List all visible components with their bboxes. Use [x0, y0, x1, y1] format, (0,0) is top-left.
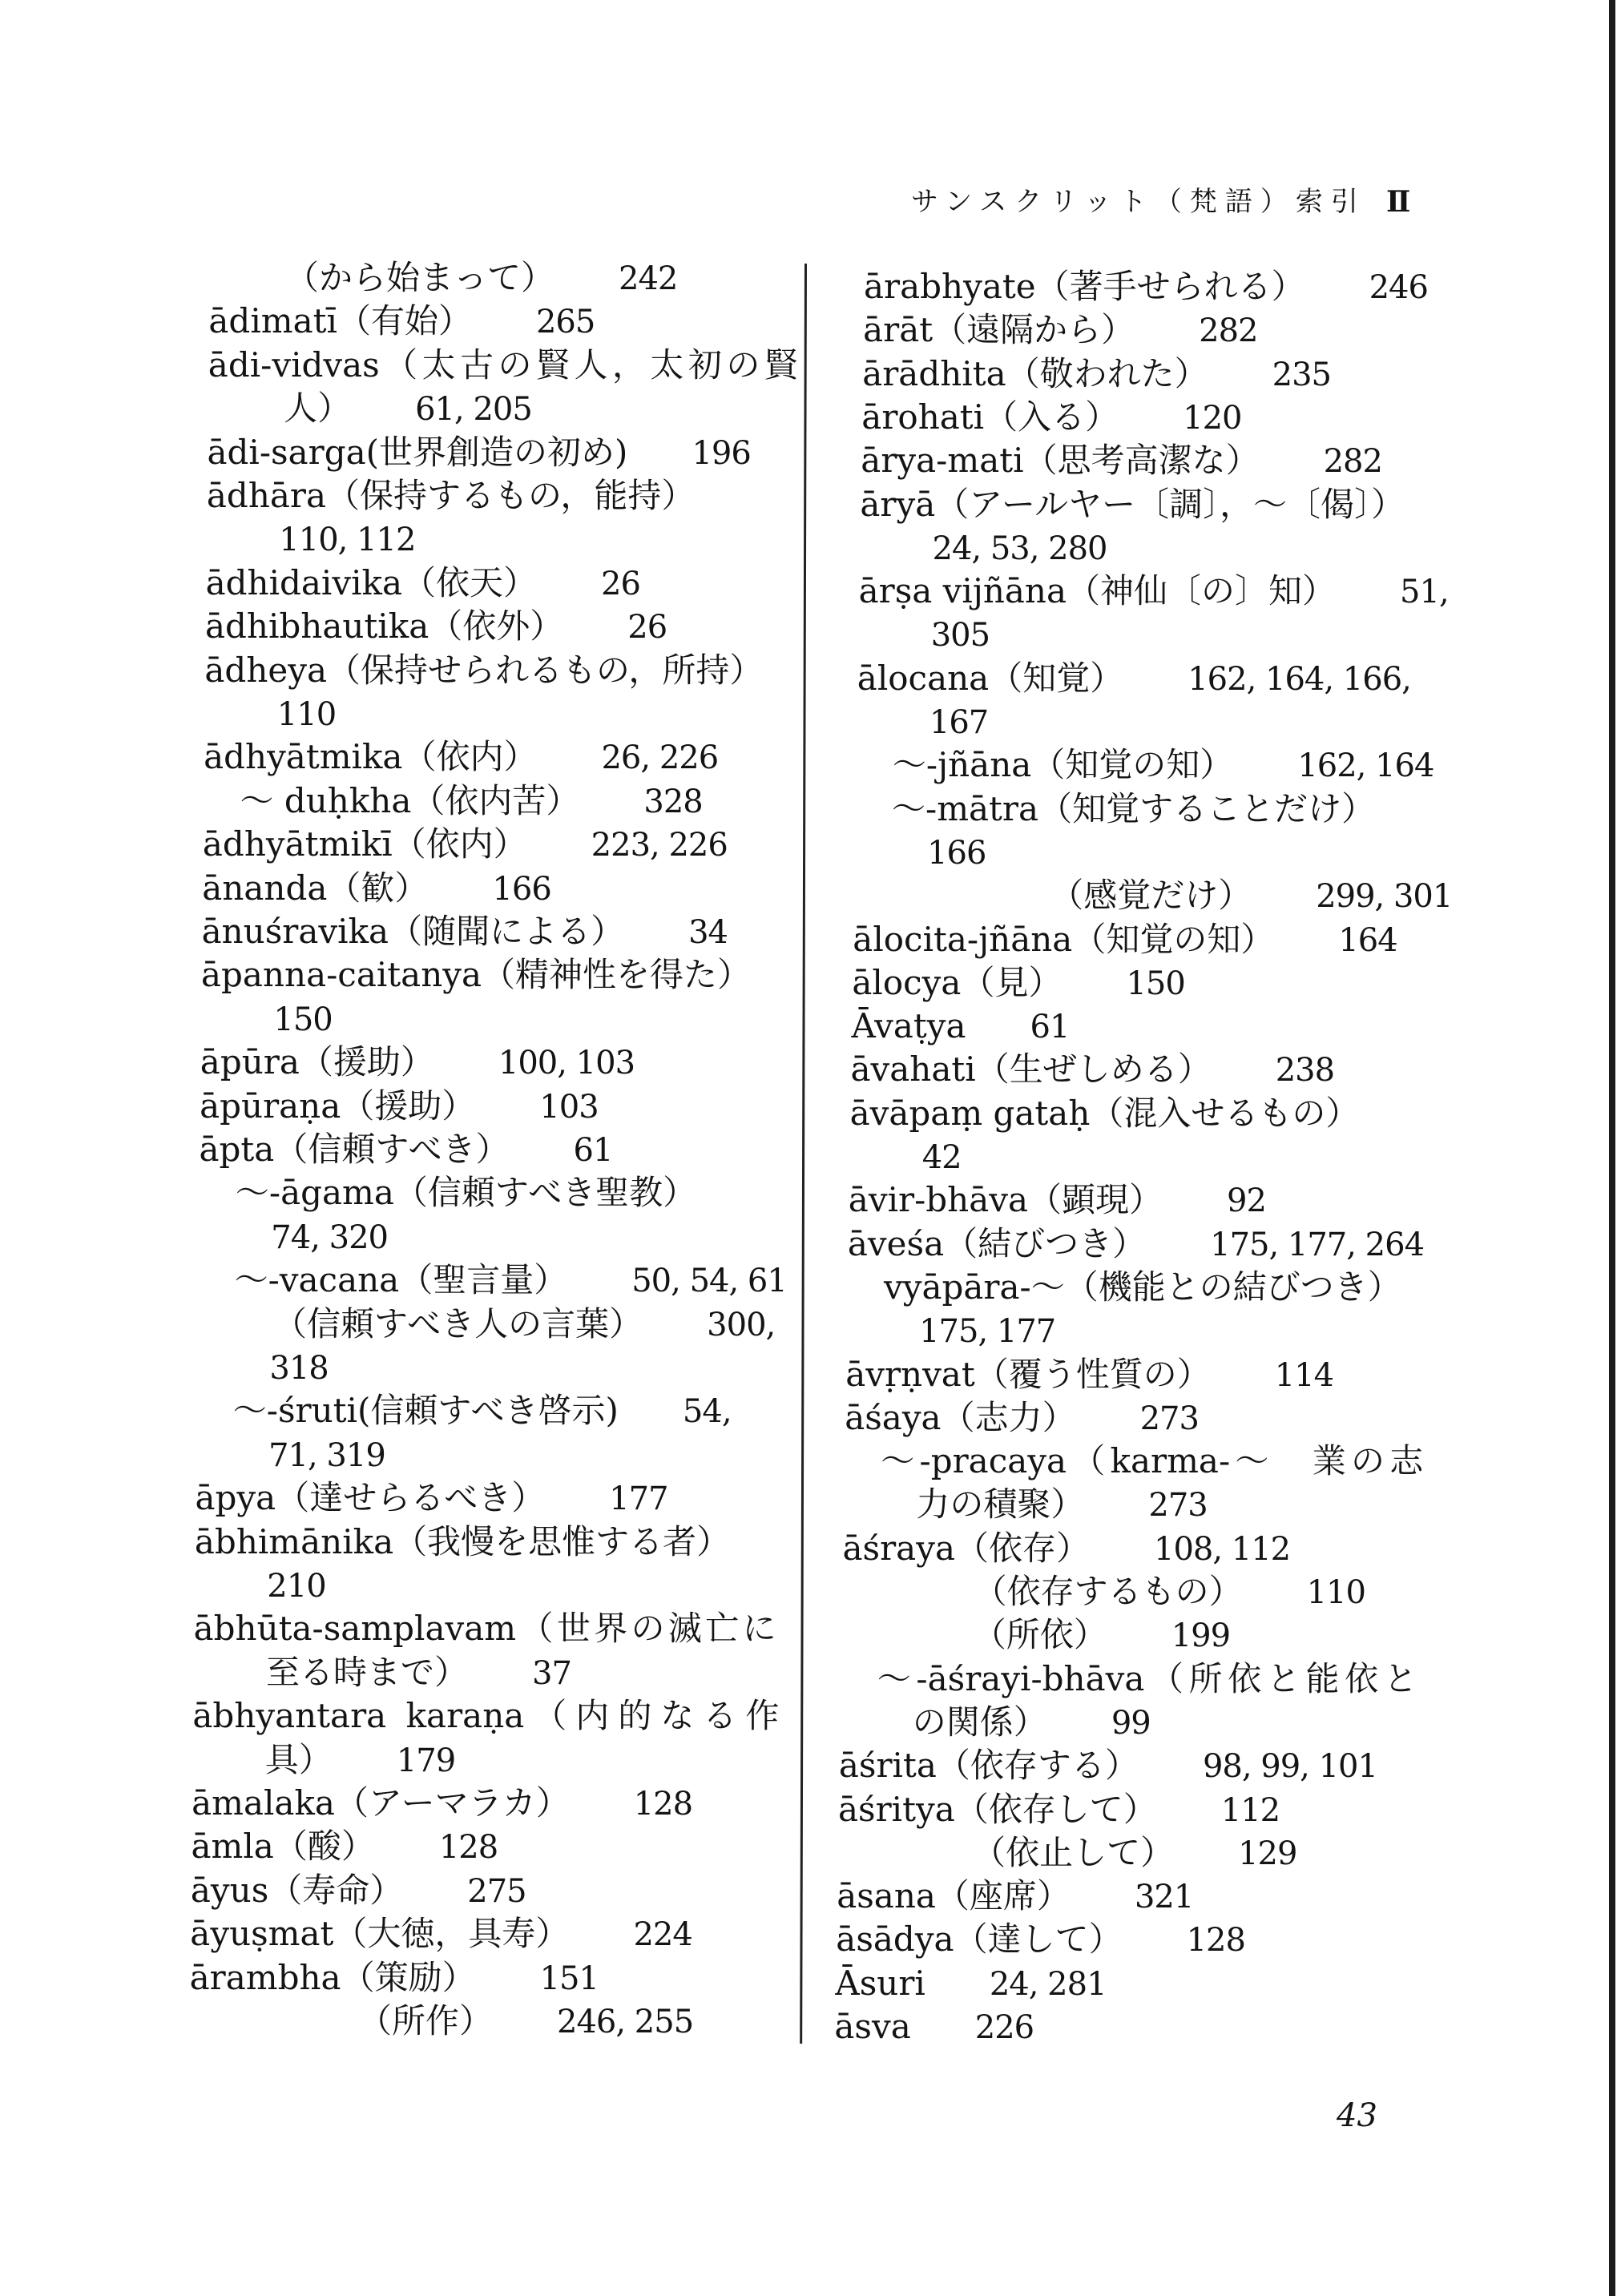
entry-gloss: 至る時まで） — [266, 1652, 469, 1692]
entry-pages: 166 — [492, 870, 551, 908]
entry-gloss: （内的なる作 — [524, 1696, 780, 1736]
entry-gloss: （歓） — [327, 868, 429, 908]
index-line — [863, 308, 1257, 352]
entry-gloss: （依止して） — [972, 1832, 1175, 1872]
index-line — [913, 1701, 1151, 1744]
entry-gloss: （寿命） — [268, 1870, 404, 1910]
entry-term: āvāpaṃ gataḥ — [849, 1093, 1091, 1133]
index-line — [837, 1875, 1193, 1918]
entry-gloss: （聖言量） — [399, 1260, 568, 1300]
entry-pages: 37 — [532, 1654, 571, 1692]
entry-term: ālocana — [857, 658, 990, 698]
index-line — [972, 1831, 1296, 1875]
entry-gloss: （アーマラカ） — [334, 1783, 570, 1823]
entry-pages: 175, 177, 264 — [1210, 1226, 1425, 1263]
entry-term: ārṣa vijñāna — [858, 571, 1067, 611]
entry-term: ādhyātmika — [204, 737, 403, 777]
entry-pages: 177 — [609, 1480, 668, 1518]
entry-gloss: （大徳，具寿） — [333, 1914, 570, 1954]
entry-pages: 42 — [921, 1139, 962, 1176]
entry-term: āśraya — [842, 1528, 955, 1568]
entry-term: ādi-vidvas — [208, 344, 380, 385]
entry-gloss: （知覚の知） — [1031, 745, 1234, 785]
entry-term: ～-āśrayi-bhāva — [877, 1658, 1145, 1698]
entry-gloss: （機能との結びつき） — [1064, 1267, 1401, 1307]
entry-gloss: （依内） — [392, 824, 527, 864]
entry-gloss: （から始まって） — [285, 258, 555, 297]
entry-term: āpya — [195, 1478, 276, 1518]
entry-term: ādheya — [204, 650, 327, 690]
entry-gloss: （依存） — [954, 1528, 1090, 1568]
entry-term: āpūra — [200, 1042, 300, 1082]
entry-term: ādimatī — [208, 301, 337, 341]
index-line — [916, 1483, 1207, 1526]
entry-gloss: （感覚だけ） — [1050, 876, 1252, 916]
entry-term: āmalaka — [192, 1783, 335, 1823]
entry-gloss: の関係） — [912, 1702, 1047, 1742]
entry-gloss: （アールヤー〔調〕，～〔偈〕） — [935, 484, 1405, 524]
index-line — [843, 1527, 1291, 1570]
entry-gloss: （依外） — [429, 606, 564, 647]
entry-gloss: (世界創造の初め) — [365, 432, 628, 472]
entry-term: āvahati — [850, 1049, 976, 1090]
entry-pages: 175, 177 — [919, 1313, 1056, 1351]
entry-gloss: （所作） — [358, 2001, 494, 2040]
entry-term: ādhidaivika — [205, 562, 403, 602]
entry-pages: 99 — [1111, 1704, 1151, 1742]
entry-term: Āsuri — [835, 1963, 925, 2003]
entry-gloss: （依存する） — [936, 1746, 1139, 1786]
entry-pages: 235 — [1272, 356, 1332, 393]
entry-gloss: (信頼すべき啓示) — [357, 1391, 619, 1431]
entry-gloss: （顕現） — [1028, 1180, 1163, 1220]
entry-pages: 282 — [1323, 443, 1382, 481]
entry-gloss: （保持せられるもの，所持） — [327, 650, 764, 690]
entry-gloss: （達せらるべき） — [276, 1478, 546, 1518]
entry-pages: 128 — [438, 1829, 498, 1867]
entry-term: āryā — [860, 484, 936, 524]
index-line — [834, 2005, 1034, 2048]
entry-pages: 128 — [633, 1786, 693, 1823]
entry-term: ārambha — [189, 1957, 341, 1997]
entry-gloss: （神仙〔の〕知） — [1067, 571, 1337, 611]
entry-term: āveśa — [847, 1223, 945, 1263]
entry-pages: 282 — [1199, 312, 1258, 350]
entry-pages: 110 — [1306, 1574, 1365, 1611]
entry-term: āśritya — [838, 1789, 955, 1829]
running-head-volume: Ⅱ — [1386, 185, 1411, 219]
entry-term: ādhāra — [206, 476, 327, 515]
index-line — [845, 1353, 1333, 1396]
index-line — [851, 1048, 1335, 1091]
entry-pages: 100, 103 — [498, 1045, 635, 1082]
entry-pages: 50, 54, 61 — [631, 1263, 787, 1300]
entry-pages: 265 — [535, 304, 595, 341]
index-line — [857, 657, 1411, 700]
entry-term: āvṛṇvat — [845, 1354, 975, 1394]
index-line — [933, 526, 1107, 570]
index-line — [859, 570, 1449, 613]
entry-pages: 246 — [1369, 269, 1428, 306]
entry-term: ～-vacana — [234, 1260, 400, 1300]
entry-pages: 26 — [627, 609, 667, 647]
entry-gloss: （策励） — [341, 1957, 476, 1997]
entry-term: ādhyātmikī — [202, 824, 393, 864]
index-line — [853, 918, 1397, 961]
entry-gloss: （karma-～ 業の志 — [1067, 1441, 1424, 1481]
entry-pages: 26, 226 — [601, 739, 719, 777]
entry-term: āyus — [190, 1870, 269, 1910]
entry-gloss: （我慢を思惟する者） — [393, 1521, 731, 1561]
index-line — [922, 1135, 962, 1178]
entry-gloss: （入る） — [984, 397, 1119, 437]
entry-term: Āvaṭya — [851, 1006, 966, 1046]
index-line — [852, 961, 1184, 1005]
entry-pages: 74, 320 — [271, 1218, 388, 1256]
entry-pages: 223, 226 — [591, 827, 728, 864]
index-line — [877, 1658, 1417, 1701]
entry-pages: 167 — [929, 704, 989, 741]
entry-gloss: （思考高潔な） — [1023, 441, 1260, 481]
entry-pages: 24, 281 — [989, 1965, 1107, 2003]
entry-pages: 162, 164, 166, — [1188, 660, 1411, 698]
entry-gloss: （信頼すべき人の言葉） — [273, 1303, 643, 1343]
entry-term: vyāpāra-～ — [884, 1267, 1065, 1307]
index-line — [931, 613, 990, 656]
index-line — [845, 1396, 1199, 1440]
entry-pages: 151 — [539, 1960, 599, 1997]
entry-term: ānuśravika — [201, 912, 389, 951]
entry-pages: 114 — [1274, 1356, 1334, 1394]
entry-gloss: 具） — [264, 1739, 333, 1779]
index-line — [850, 1092, 1360, 1135]
entry-term: ābhūta-samplavam — [193, 1609, 517, 1649]
entry-term: āsva — [834, 2007, 911, 2046]
index-line — [861, 396, 1241, 439]
entry-gloss: （信頼すべき） — [274, 1130, 510, 1169]
entry-term: ārāt — [863, 310, 933, 350]
index-line — [929, 700, 988, 743]
entry-term: ～-āgama — [235, 1173, 394, 1213]
entry-pages: 128 — [1186, 1922, 1245, 1960]
entry-pages: 103 — [539, 1088, 599, 1126]
entry-pages: 71, 319 — [268, 1436, 385, 1474]
entry-gloss: （信頼すべき聖教） — [393, 1173, 697, 1213]
entry-gloss: 力の積聚） — [916, 1484, 1085, 1525]
index-line — [849, 1178, 1266, 1222]
entry-gloss: （知覚の知） — [1072, 919, 1275, 959]
entry-term: ālocita-jñāna — [853, 919, 1073, 959]
entry-pages: 246, 255 — [557, 2004, 694, 2040]
entry-pages: 61, 205 — [415, 391, 532, 429]
index-line — [973, 1613, 1230, 1657]
index-line — [860, 483, 1405, 526]
entry-term: ārabhyate — [864, 267, 1036, 306]
entry-term: āmla — [191, 1827, 274, 1867]
entry-gloss: （混入せるもの） — [1090, 1093, 1360, 1133]
entry-term: āyuṣmat — [190, 1914, 334, 1954]
index-line — [862, 352, 1331, 396]
entry-pages: 108, 112 — [1154, 1530, 1291, 1568]
entry-pages: 110 — [276, 696, 337, 733]
entry-gloss: （酸） — [273, 1827, 375, 1867]
entry-term: ～-mātra — [892, 788, 1039, 828]
entry-pages: 210 — [267, 1568, 326, 1605]
entry-term: ～-pracaya — [881, 1441, 1067, 1481]
entry-gloss: （世界の滅亡に — [516, 1609, 776, 1649]
entry-gloss: （有始） — [337, 301, 472, 341]
page-number: 43 — [1337, 2097, 1377, 2134]
entry-pages: 150 — [273, 1001, 333, 1038]
index-line — [892, 787, 1375, 831]
entry-gloss: （精神性を得た） — [482, 955, 752, 995]
entry-gloss: （志力） — [941, 1397, 1076, 1437]
entry-term: ārya-mati — [861, 441, 1024, 481]
entry-term: ～-śruti — [232, 1391, 357, 1431]
entry-term: ābhyantara karaṇa — [192, 1696, 525, 1736]
entry-pages: 273 — [1148, 1487, 1208, 1525]
entry-gloss: （敬われた） — [1006, 353, 1208, 393]
entry-gloss: （依天） — [402, 562, 538, 602]
entry-pages: 299, 301 — [1316, 878, 1453, 916]
entry-gloss: 人） — [284, 389, 352, 429]
entry-gloss: （遠隔から） — [933, 310, 1135, 350]
entry-pages: 166 — [927, 834, 986, 872]
entry-pages: 110, 112 — [279, 522, 416, 559]
index-line — [974, 1570, 1365, 1613]
index-line — [838, 1788, 1280, 1831]
entry-term: ānanda — [202, 868, 328, 908]
entry-pages: 273 — [1139, 1400, 1199, 1437]
entry-gloss: （援助） — [299, 1042, 434, 1082]
entry-term: ādhibhautika — [205, 606, 429, 647]
entry-gloss: （依内） — [402, 737, 538, 777]
entry-gloss: （所依） — [972, 1615, 1107, 1655]
index-line — [1050, 874, 1452, 917]
entry-gloss: （座席） — [935, 1876, 1071, 1916]
entry-pages: 328 — [643, 783, 703, 820]
index-line — [884, 1266, 1401, 1309]
entry-gloss: （随聞による） — [389, 912, 625, 951]
entry-term: āśrita — [838, 1746, 937, 1786]
index-line — [852, 1005, 1070, 1048]
entry-pages: 98, 99, 101 — [1202, 1748, 1377, 1786]
entry-gloss: （援助） — [341, 1086, 476, 1126]
entry-pages: 24, 53, 280 — [932, 530, 1107, 567]
entry-pages: 164 — [1338, 921, 1397, 959]
entry-pages: 199 — [1171, 1617, 1231, 1655]
entry-pages: 318 — [269, 1350, 329, 1387]
entry-pages: 242 — [619, 260, 678, 297]
entry-gloss: （依内苦） — [411, 780, 580, 820]
entry-term: āśaya — [845, 1397, 942, 1437]
entry-term: āvir-bhāva — [848, 1180, 1029, 1220]
entry-term: ārādhita — [862, 353, 1006, 393]
entry-gloss: （著手せられる） — [1035, 267, 1305, 306]
entry-gloss: （生ぜしめる） — [975, 1049, 1212, 1090]
entry-gloss: （結びつき） — [944, 1223, 1147, 1263]
index-line — [836, 1918, 1245, 1961]
index-line — [835, 1962, 1106, 2005]
index-line — [864, 265, 1428, 308]
index-line — [927, 831, 986, 874]
entry-term: āsana — [837, 1876, 936, 1916]
entry-term: ādi-sarga — [207, 432, 366, 472]
entry-gloss: （達して） — [954, 1919, 1123, 1960]
entry-pages: 275 — [467, 1872, 526, 1910]
index-line — [848, 1223, 1424, 1266]
entry-pages: 61 — [1030, 1009, 1070, 1046]
entry-pages: 129 — [1238, 1835, 1297, 1872]
entry-pages: 321 — [1134, 1879, 1194, 1916]
entry-gloss: （知覚することだけ） — [1038, 788, 1376, 828]
entry-gloss: （保持するもの，能持） — [326, 476, 696, 515]
entry-pages: 112 — [1220, 1791, 1280, 1829]
entry-term: ālocya — [852, 962, 962, 1002]
index-line — [919, 1309, 1055, 1352]
running-head-title: サンスクリット（梵語）索引 — [911, 186, 1366, 218]
entry-pages: 34 — [688, 914, 728, 951]
index-line — [839, 1744, 1377, 1787]
entry-term: ～ duḥkha — [240, 780, 412, 820]
entry-term: āpūraṇa — [200, 1086, 341, 1126]
entry-pages: 120 — [1183, 399, 1242, 437]
entry-gloss: （太古の賢人，太初の賢 — [379, 344, 798, 385]
entry-term: āpta — [199, 1130, 275, 1169]
entry-gloss: （依存するもの） — [973, 1572, 1243, 1611]
entry-gloss: （知覚） — [989, 658, 1124, 698]
index-line — [861, 439, 1382, 482]
entry-gloss: （所依と能依と — [1144, 1658, 1417, 1698]
entry-term: āpanna-caitanya — [201, 955, 482, 995]
entry-pages: 61 — [573, 1132, 613, 1169]
entry-gloss: （依存して） — [954, 1789, 1157, 1829]
index-line — [881, 1440, 1423, 1483]
entry-gloss: （覆う性質の） — [974, 1354, 1211, 1394]
entry-term: ābhimānika — [194, 1521, 394, 1561]
entry-pages: 179 — [396, 1742, 456, 1779]
entry-pages: 150 — [1126, 965, 1185, 1002]
entry-pages: 196 — [692, 434, 751, 472]
entry-pages: 300, — [707, 1306, 776, 1343]
entry-pages: 226 — [974, 2009, 1034, 2046]
index-line — [893, 743, 1434, 787]
entry-term: ～-jñāna — [892, 745, 1032, 785]
entry-term: āsādya — [836, 1919, 954, 1960]
entry-pages: 224 — [633, 1916, 692, 1954]
entry-pages: 51, — [1400, 574, 1449, 611]
entry-pages: 26 — [601, 565, 640, 602]
entry-pages: 162, 164 — [1297, 747, 1434, 785]
entry-pages: 238 — [1275, 1052, 1335, 1090]
entry-pages: 54, — [682, 1393, 732, 1431]
scan-edge-shadow — [1609, 0, 1615, 2296]
entry-pages: 305 — [930, 617, 990, 655]
entry-term: ārohati — [861, 397, 985, 437]
entry-gloss: （見） — [961, 962, 1063, 1002]
entry-pages: 92 — [1227, 1182, 1266, 1220]
